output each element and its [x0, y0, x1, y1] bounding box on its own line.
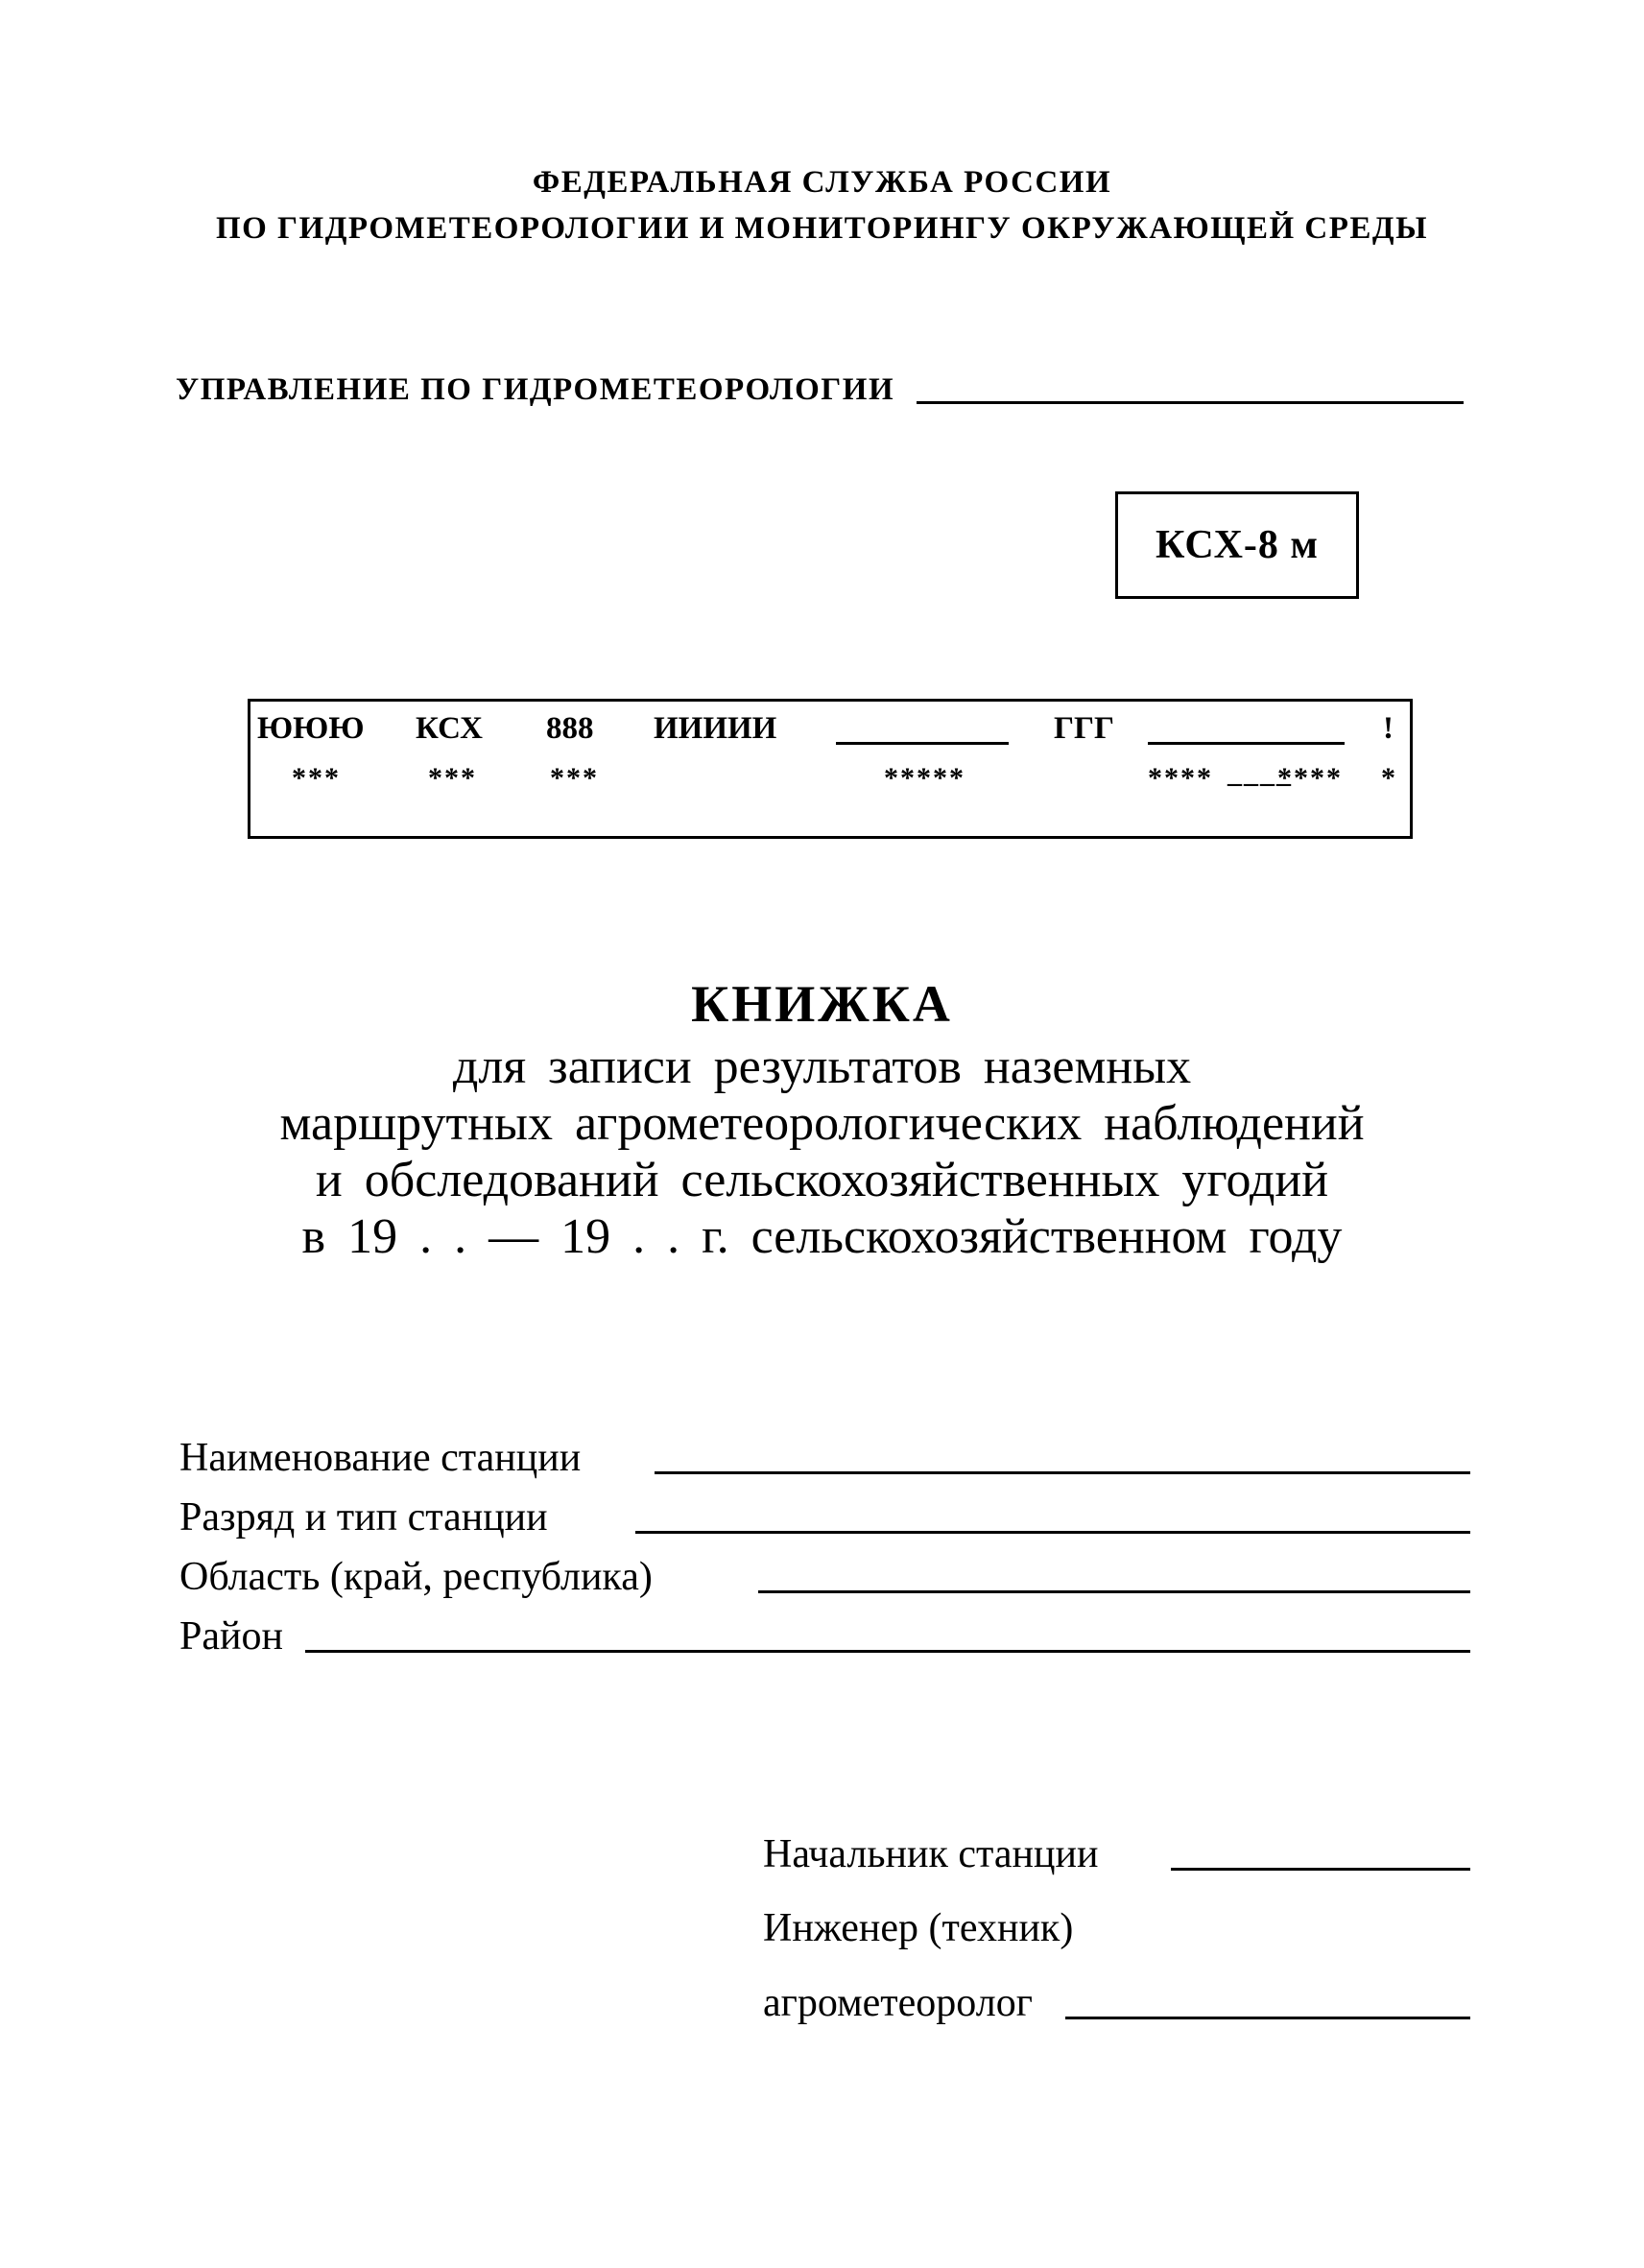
form-code: КСХ-8 м	[1155, 523, 1320, 567]
administration-blank[interactable]	[917, 401, 1464, 404]
code-ksx: КСХ	[416, 711, 483, 746]
agrometeorologist-signature[interactable]	[1065, 2017, 1470, 2019]
code-blank-2[interactable]	[1148, 742, 1345, 745]
subtitle-line-2: маршрутных агрометеорологических наблюдений	[279, 1096, 1365, 1151]
station-category-label: Разряд и тип станции	[179, 1495, 548, 1540]
stars-1: ***	[292, 762, 341, 794]
engineer-label: Инженер (техник)	[763, 1906, 1074, 1950]
book-title: КНИЖКА	[691, 975, 953, 1033]
form-code-box	[1115, 491, 1359, 599]
stars-7: *	[1381, 762, 1397, 794]
region-input[interactable]	[758, 1590, 1470, 1593]
station-head-label: Начальник станции	[763, 1832, 1099, 1876]
stars-6: ****	[1277, 762, 1343, 794]
header-line-2: ПО ГИДРОМЕТЕОРОЛОГИИ И МОНИТОРИНГУ ОКРУЖАЮЩЕЙ СРЕДЫ	[215, 211, 1429, 246]
stars-dash: ____	[1227, 757, 1293, 789]
stars-2: ***	[428, 762, 477, 794]
stars-3: ***	[550, 762, 599, 794]
station-name-input[interactable]	[655, 1471, 1470, 1474]
subtitle-line-1: для записи результатов наземных	[452, 1039, 1192, 1094]
station-category-input[interactable]	[635, 1531, 1470, 1534]
agrometeorologist-label: агрометеоролог	[763, 1981, 1033, 2025]
code-exclamation: !	[1383, 711, 1394, 746]
code-888: 888	[546, 711, 594, 746]
subtitle-line-3: и обследований сельскохозяйственных угодий	[315, 1153, 1329, 1207]
district-label: Район	[179, 1614, 283, 1659]
code-iiiii: ИИИИИ	[654, 711, 777, 746]
station-head-signature[interactable]	[1171, 1868, 1470, 1871]
region-label: Область (край, республика)	[179, 1555, 653, 1599]
code-yuyuyu: ЮЮЮ	[257, 711, 365, 746]
code-table	[248, 699, 1413, 839]
station-name-label: Наименование станции	[179, 1436, 582, 1480]
stars-4: *****	[884, 762, 965, 794]
subtitle-line-4: в 19 . . — 19 . . г. сельскохозяйственном году	[301, 1209, 1343, 1264]
stars-5: ****	[1148, 762, 1213, 794]
code-blank-1[interactable]	[836, 742, 1009, 745]
district-input[interactable]	[305, 1650, 1470, 1653]
administration-label: УПРАВЛЕНИЕ ПО ГИДРОМЕТЕОРОЛОГИИ	[176, 372, 895, 407]
header-line-1: ФЕДЕРАЛЬНАЯ СЛУЖБА РОССИИ	[532, 165, 1112, 200]
code-ggg: ГГГ	[1054, 711, 1114, 746]
